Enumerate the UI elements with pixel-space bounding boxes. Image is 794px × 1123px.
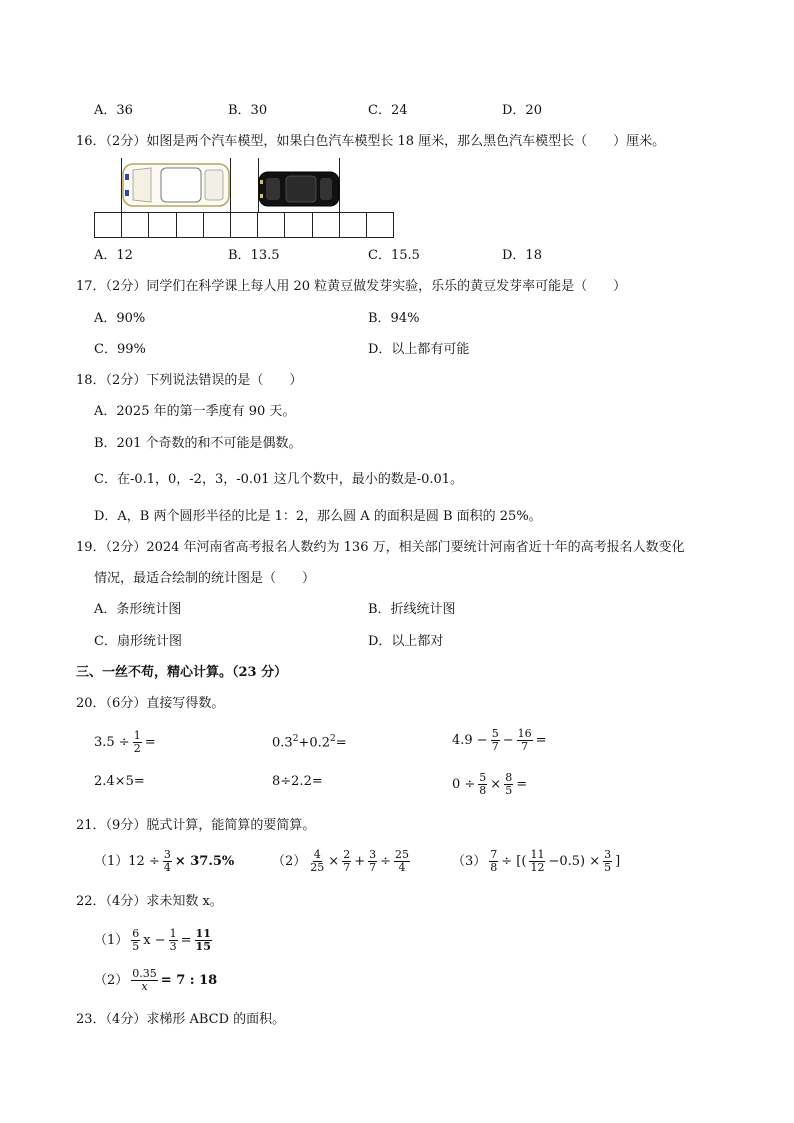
q21-problem-3: （3） $\frac{7}{8}$ ÷ [( $\frac{11}{12}$ −0.5) × $\frac{3}{5}$ ] [452, 848, 621, 874]
q16-option-c: C．15.5 [368, 248, 420, 263]
ruler-cell [203, 212, 230, 238]
ruler-cell [366, 212, 394, 238]
ruler-cell [94, 212, 121, 238]
q19-stem-line2: 情况，最适合绘制的统计图是（ ） [94, 571, 316, 586]
q22-stem: 22．（4分）求未知数 x。 [76, 894, 223, 909]
q20-expr-2: $0.3^2+0.2^2=$ [272, 734, 347, 751]
q16-option-b: B．13.5 [228, 248, 280, 263]
ruler-cell [121, 212, 148, 238]
q17-option-d: D．以上都有可能 [368, 342, 470, 357]
ruler-cell [339, 212, 366, 238]
grid-ruler [94, 212, 394, 238]
q16-option-a: A．12 [94, 248, 133, 263]
ruler-cell [176, 212, 203, 238]
q15-option-b: B．30 [228, 103, 268, 118]
q20-expr-6: 0 ÷ $\frac{5}{8}$ × $\frac{8}{5}$ = [452, 771, 528, 797]
ruler-cell [148, 212, 175, 238]
q20-expr-5: 8÷2.2= [272, 774, 323, 789]
q19-option-c: C．扇形统计图 [94, 634, 182, 649]
q17-stem: 17．（2分）同学们在科学课上每人用 20 粒黄豆做发芽实验，乐乐的黄豆发芽率可能是（ ） [76, 279, 627, 294]
q18-stem: 18．（2分）下列说法错误的是（ ） [76, 373, 303, 388]
ruler-cell [312, 212, 339, 238]
q15-option-d: D．20 [502, 103, 542, 118]
q21-problem-1: （1）12 ÷ $\frac{3}{4}$ × 37.5% [94, 848, 235, 874]
q20-stem: 20．（6分）直接写得数。 [76, 696, 225, 711]
ruler-cell [257, 212, 284, 238]
black-car-icon [258, 170, 340, 208]
ruler-cell [230, 212, 257, 238]
section-3-heading: 三、一丝不苟，精心计算。（23 分） [76, 665, 288, 680]
q17-option-b: B．94% [368, 311, 420, 326]
q18-option-c: C．在-0.1，0，-2，3，-0.01 这几个数中，最小的数是-0.01。 [94, 472, 464, 487]
ruler-cell [284, 212, 311, 238]
q17-option-c: C．99% [94, 342, 146, 357]
q22-problem-2: （2） $\frac{0.35}{x}$ = 7 : 18 [94, 967, 218, 993]
q19-option-d: D．以上都对 [368, 634, 444, 649]
q18-option-b: B．201 个奇数的和不可能是偶数。 [94, 436, 302, 451]
white-car-icon [121, 160, 231, 210]
q16-option-d: D．18 [502, 248, 542, 263]
q19-stem-line1: 19．（2分）2024 年河南省高考报名人数约为 136 万，相关部门要统计河南省近十年的高考报名人数变化 [76, 540, 685, 555]
q18-option-d: D．A，B 两个圆形半径的比是 1：2，那么圆 A 的面积是圆 B 面积的 25%。 [94, 509, 542, 524]
q15-option-c: C．24 [368, 103, 408, 118]
q21-stem: 21．（9分）脱式计算，能简算的要简算。 [76, 818, 316, 833]
q21-problem-2: （2） $\frac{4}{25}$ × $\frac{2}{7}$ + $\frac{3}{7}$ ÷ $\frac{25}{4}$ [272, 848, 409, 874]
q20-expr-1: 3.5 ÷ $\frac{1}{2}$ = [94, 729, 156, 755]
q19-option-a: A．条形统计图 [94, 602, 182, 617]
q19-option-b: B．折线统计图 [368, 602, 456, 617]
q18-option-a: A．2025 年的第一季度有 90 天。 [94, 404, 296, 419]
q16-stem: 16．（2分）如图是两个汽车模型，如果白色汽车模型长 18 厘米，那么黑色汽车模型长（ ）厘米。 [76, 134, 666, 149]
q23-stem: 23．（4分）求梯形 ABCD 的面积。 [76, 1012, 286, 1027]
q17-option-a: A．90% [94, 311, 146, 326]
q20-expr-3: 4.9 − $\frac{5}{7}$ − $\frac{16}{7}$ = [452, 727, 547, 753]
q20-expr-4: 2.4×5= [94, 774, 145, 789]
q15-option-a: A．36 [94, 103, 133, 118]
q22-problem-1: （1） $\frac{6}{5}$ x − $\frac{1}{3}$ = $\frac{11}{15}$ [94, 927, 211, 953]
